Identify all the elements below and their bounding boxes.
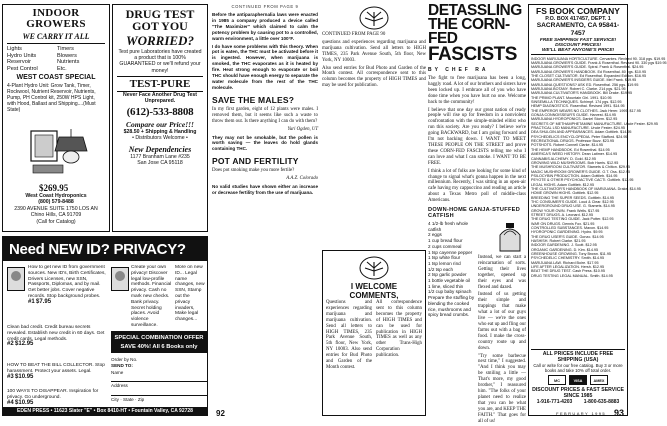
need-id-mid-text: Create your own privacy! Discover legal low-profile methods. Financial privacy. Cash no mark new checks. Bank privacy. Secret holding places. Avoid violence surveillance. [131,265,172,328]
book-list-item: RECREATIONAL DRUGS. Professor Buzz. $23.95 [531,139,614,144]
feature-paragraph: "Try some barbecue next time," I suggested. "And I think you may be smiling a little — That's more, my good brother," I reassured him. "The folks of your planet need to realize that you can be what you are, and KEEP THE FAITH." That goes for all of us! [478,353,526,424]
need-id-item-num: #2 [7,341,14,348]
need-id-item-num: #4 [7,399,14,406]
book-list-item: BEAT THE DRUG TEST. Cash Press. $10.95 [531,269,605,274]
section-heading: POT AND FERTILITY [212,156,299,167]
drug-test-phone: (612)-533-8808 [126,106,194,119]
article-paragraph: Before the antiparaphernalia laws were enacted in 1985 a company produced a device called "The Maximizer" which claimed to calm the potency problem by causing pot to a controlled, warm environment, a little over 100°F. [212,12,318,41]
recipe-item: 2 tsp garlic powder [428,272,467,278]
need-id-item-price: $10.95 [15,373,34,380]
book-list-item: ORGANIC GARDENING. D. Kim. $14.95 [531,247,599,252]
send-to-label: SEND TO: [111,363,133,369]
recipe-item: 4 1/2-lb fresh whole catfish [428,221,469,232]
leaf-logo-icon [359,6,389,30]
indoor-item: Hydro Units [7,52,37,59]
need-id-item [7,389,106,406]
indoor-item: Pest Control [7,65,38,72]
article-paragraph: Does pot smoking make you more fertile? [212,168,295,174]
article-paragraph: Also send entries for Bud Photo and Garden of the Month contest. All correspondence sent to this column becomes the property of HIGH TIMES and may be used for publication. [322,65,426,89]
article-column-2 [322,4,426,416]
book-list-item: THE EMPEROR WEARS NO CLOTHES. Jack Herer. 1995. $17.95 [531,108,641,113]
visa-icon: VISA [569,375,587,385]
indoor-item: Timers [57,46,74,52]
indoor-store-heading: WEST COAST SPECIAL [16,74,96,82]
need-id-banner: Need NEW ID? PRIVACY? [3,237,207,261]
eden-press-footer: EDEN PRESS • 11623 Slater "E" • Box 8410-HT • Fountain Valley, CA 92728 [3,407,207,415]
recipe-item: 1 tsp cayenne pepper [428,249,473,255]
book-list-item: MARIJUANA LAW. Richard Boire. $17.95 [531,260,599,265]
order-label: Order by No. [111,357,138,362]
need-id-item-text: 100 WAYS TO DISAPPEAR. Inspiration for privacy. Go underground. [7,389,99,400]
recipe-item: 1 tsp lemon rind [428,260,461,266]
need-id-item-text: HOW TO BEAT THE BILL COLLECTOR. Stop harassment. Protect your assets. Legal. [7,363,105,374]
book-list [531,56,667,279]
article-paragraph: No valid studies have shown either an increase or decrease fertility from the use of marijuana. [212,184,318,196]
special-offer-price: SAVE 40%! All 6 Books only $49.95 [120,344,198,359]
book-list-item: HOME GROWN HIGHS. Gottlieb. $12.95 [531,191,599,196]
indoor-address: 2390 AVENUE SUITE 1750 LOS AN Chino Hills, CA 91709 [14,205,98,219]
feature-column [428,2,526,424]
indoor-item: Nutrients [57,59,80,66]
need-id-item-price: $10.95 [15,399,34,406]
fs-book-tagline [531,38,625,55]
article-paragraph: In my first garden, eight of 12 plants were males. I removed them, but it seems like such a waste to throw them out. Is there anything I can do with them? [212,106,318,124]
indoor-call: (Call for Catalog) [36,218,76,225]
recipe-item: 2 eggs [428,232,442,238]
book-list-item: HEMP DIAGNOSTICS. Rosenthal. Revised 1991. $14.95 [531,104,625,109]
book-list-item: POTSHOTS. Robert Connell Clarke. $14.95 [531,143,603,148]
drug-test-tagline: Never Face Another Drug Test Unprepared. [122,91,198,105]
recipe-item: 1/2 tsp each [428,266,454,272]
id-card-icon [7,267,25,291]
recipe-item: Prepare the stuffing by blending the cooked rice, mushrooms and spicy bread crumbs. [428,295,475,318]
book-list-item: SINSEMILLA TECHNIQUES. Schimpf. 174 pgs. $12.95 [531,100,622,105]
book-list-item: AMERICA'S WEED HISTORY. Dean Latimer. $14.95 [531,152,618,157]
fs-phone-1: 1-916-771-4203 [536,399,573,405]
mastercard-icon: MC [548,375,566,385]
fs-phones [531,399,625,405]
feature-paragraph: I think a lot of folks are looking for some kind of change to signal what's gonna happen in the next millennium. Recently, I was sitting in an open-air cafe having my cappuccino and reading an article about a Texas Metro poll of middle-class Americans. [428,168,526,204]
fs-book-tagline-2: WE'LL BEAT ANYONE'S PRICE! [541,47,615,53]
book-list-item: HASHISH. Robert Clarke. $21.95 [531,239,586,244]
city-text: City [111,396,119,402]
book-list-item: MARIJUANA HYDROPONICS. Daniel Storm. $12.95 [531,117,618,122]
need-id-item-num: #3 [7,373,14,380]
article-paragraph: I do have some problems with this theory. When pot is eaten, the THC must be activated before it is ingested. However, when marijuana is smoked, the THC evaporates as it is heated by fire. Heat strong enough to evaporate or boil THC should have enough energy to separate the water molecule from the rest of the THC molecule. [212,43,318,90]
indoor-item: Etc. [57,65,67,72]
grow-light-icon [27,127,89,177]
recipe-item: 1 cup bread flour [428,238,463,244]
indoor-item: Lights [7,46,22,52]
recipe-item: 1/2 cup baby spinach [428,289,472,295]
state-text: State [123,396,134,402]
recipe-item: 1 bottle vegetable oil [428,278,471,284]
need-id-item [7,325,106,348]
feature-byline: BY CHEF RA [428,67,489,73]
recipe-and-text [428,221,526,426]
page-number-left: 92 [216,409,225,418]
article-paragraph: CONTINUED FROM PAGE 90 [322,32,386,37]
test-pure-product: TEST-PURE [117,76,203,92]
need-id-item [28,265,106,306]
book-list-item: THE MUSHROOM CULTIVATOR. Stamets & Chilton. $29.95 [531,165,631,170]
indoor-ad-title: INDOOR GROWERS [26,7,86,30]
book-list-item: THE PRIMO PLANT. Mountain Girl. 1991. $10.95 [531,95,612,100]
book-list-item: THE DRUG TESTING GUIDE. Jack Potter. $12.95 [531,217,614,222]
fs-book-tagline-1: FREE SHIPPING! FAST SERVICE! DISCOUNT PRICES! [539,37,617,48]
book-list-item: HYDROPONIC GARDENING. Hydro. $9.95 [531,230,603,235]
need-id-right-text: More on new ID... Legal name changes, new SSN, Stamp out the privacy invaders, Make legal changes... [175,265,205,323]
book-list-item: PSILOCYBIN PRODUCTION. Adam Gottlieb. $14.95 [531,173,618,178]
book-list-item: CONTROLLED SUBSTANCES. Maxon. $14.95 [531,226,609,230]
fs-book-company-ad [528,4,667,416]
book-list-item: CANNABIS ALCHEMY. D. Gold. $12.95 [531,156,596,161]
drug-test-addr2: San Jose CA 95118 [137,159,183,166]
drug-test-distributors: • Distributors Welcome • [132,135,188,142]
book-list-item: UNDERGROUND DRUG USE. G. Stamets. $14.95 [531,204,615,209]
chef-kettle-icon [494,221,526,255]
book-list-item: PSYCHEDELICS ENCYCLOPEDIA. Peter Stafford. $24.95 [531,134,628,139]
drug-test-title: DRUG TEST GOT YOU [125,7,195,33]
need-id-item-num: #1 [28,298,35,305]
address-label: Address [111,383,128,389]
article-paragraph: questions and experiences regarding marijuana and marijuana cultivation. Send all letters to HIGH TIMES, 235 Park Avenue South, 5th floor, New York, NY 10003. [322,39,426,63]
book-list-item: DEA SHULGIN AND APPEARANCES. Adam Gottlieb. $14.95 [531,130,632,135]
book-list-item: GREENHOUSE GROWING. Tony Brown. $11.95 [531,252,611,257]
book-list-item: SECRETS OF METHAMPHETAMINE MANUFACTURE. Uncle Fester. $29.95 [531,121,658,126]
classified-column-mid [112,4,208,416]
fs-discount: Call or write for our free catalog. Buy 3 or more books and take 10% off total order. [533,363,623,373]
book-list-item: MARIJUANA GROWER'S INSIDERS GUIDE. Mel Frank. $19.95 [531,78,637,83]
section-heading: SAVE THE MALES? [212,94,295,105]
drug-test-intro: Test pure Laboratories have created a product that is 100% GUARANTEED or we'll refund your money! [118,49,202,74]
fs-book-city: SACRAMENTO, CA 95841-7457 [536,22,620,37]
book-list-item: WAR ON DRUGS. Dennis Fox. $21.95 [531,221,595,226]
welcome-heading: I WELCOME COMMENTS, [349,282,399,300]
zip-text: Zip [137,396,145,402]
book-list-item: INDOOR MARIJUANA HORTICULTURE. Cervantes. Revised 90. 318 pgs. $19.95 [531,56,666,61]
article-paragraph: They may not be smokable, but the pollen is worth saving — the leaves do hold glands containing THC. [212,134,318,152]
book-list-item: LIFE AFTER LEGALIZATION. Hersh. $12.95 [531,265,605,270]
book-list-item: DRUG TESTING LEGAL MANUAL. Smith. $14.95 [531,273,613,278]
book-list-item: MAGIC MUSHROOM GROWER'S GUIDE. O.T. Oss. $12.95 [531,169,631,174]
special-offer-title: SPECIAL COMBINATION OFFER [114,335,204,341]
indoor-store-name: West Coast Hydroponics [25,193,87,199]
feature-right [478,221,526,426]
need-id-item-price: $7.95 [36,298,52,305]
recipe-item: 1 tsp white flour [428,255,461,261]
leaf-logo-icon [359,256,389,280]
indoor-items [7,46,105,72]
fs-phone-2: 1-800-635-8883 [583,399,620,405]
indoor-growers-ad [2,4,110,232]
fs-all-prices: ALL PRICES INCLUDE FREE SHIPPING (USA) [542,351,614,363]
book-list-item: PEYOTE & OTHER PSYCHOACTIVE CACTI. Gottlieb. $12.95 [531,178,634,183]
recipe-heading: DOWN-HOME GANJA-STUFFED CATFISH [428,207,521,220]
indoor-phone: (800) 579-8488 [38,199,74,206]
article-column-1 [212,4,318,416]
welcome-body-right: All correspondence sent to this column becomes the property of HIGH TIMES and can be used for publication in HIGH TIMES as well as any other Trans-High Corporation publication. [376,300,422,359]
recipe-item: 2 cups commeal [428,243,462,249]
indoor-item: Blowers [57,52,77,59]
indoor-ad-subtitle: WE CARRY IT ALL [7,32,105,44]
issue-date: FEBRUARY 1995 [556,411,606,416]
feature-paragraph: Instead, we can start a reincarnation of sorts. Getting their lives together, opened up their eyes and was flexed and dazed. [478,255,526,290]
need-id-item [7,363,106,380]
book-list-item: THC CONSUMER'S GUIDE. Loud & Clear. $12.95 [531,199,614,204]
book-list-item: GROW YOUR OWN. Frank Wells. $17.95 [531,208,600,213]
feature-headline-1: DETASSLING [428,2,522,19]
welcome-body-left: Questions and experiences regarding marijuana and marijuana cultivation. Send all letters to HIGH TIMES, 235 Park Avenue South, 5th floor, New York, NY 10003. Also send entries for Bud Photo and Garden of the Month contest. [326,300,372,370]
indoor-ad-body: 4-Plant Hydro Unit: Grow Tank, Timer, Rockwool, Nutrient Reservoir, Nutrients, Pump, PH Control kit, 250W HPS Light, with Hood, Ballast and Shipping....(Must State) [7,83,96,114]
book-list-item: MARIJUANA BOTANY. Robert C. Clarke. 214 pgs. $21.95 [531,87,626,91]
book-list-item: MARIJUANA GROWER'S GUIDE. Frank & Rosenthal. Revised 90. 330 pgs $19.95 [531,60,667,65]
welcome-comments-box [322,250,426,416]
feature-headline-3: FASCISTS [428,44,517,65]
drug-test-deps: New Dependencies [128,144,192,154]
letter-signature: A.A.Z. Colorado [286,176,318,182]
need-id-item-text: How to get new ID from government sources. New ID's, Birth Certificates, Drivers Licenses, new SSN, Passports, Diplomas, and by mail. Get better jobs. Cover negative records. Stop background probes. [28,265,106,299]
name-label: Name [111,369,124,375]
book-list-item: THE CLOSET CULTIVATOR. Ed Rosenthal. Expanded Edition. $16.95 [531,73,647,78]
book-list-item: STREET DRUGS. A. Leonard. $12.95 [531,212,594,217]
indoor-item: Reservoir [7,59,31,66]
book-list-item: MARIJUANA QUESTIONS? ASK ED. Rosenthal. 256 pgs. $19.95 [531,82,639,87]
book-list-item: THE HEMP HANDBOOK. Ed Rosenthal. $14.95 [531,147,610,152]
book-list-item: PRACTICAL LSD MANUFACTURE. Uncle Fester. $24.95 [531,126,625,131]
book-list-item: MARIJUANA GROWER'S HANDBOOK. Ed Rosenthal. 80 pgs. $10.95 [531,69,647,74]
running-head: CONTINUED FROM PAGE 9 [231,4,299,9]
book-list-item: GROWING WILD MUSHROOMS. Bob Harris. $12.95 [531,160,619,165]
recipe-item: 1 lime, sliced thin [428,283,464,289]
book-list-item: LEGAL HIGHS. Adam Gottlieb. $12.95 [531,182,594,187]
fs-phone-label: DISCOUNT PRICES & FAST SERVICE SINCE 1985 [532,387,624,399]
fs-book-address: P.O. BOX 417457, DEPT. 1 [545,16,611,22]
book-list-item: PSYCHEDELIC CHEMISTRY. Smith. $14.95 [531,256,605,261]
feature-headline-2: THE CORN-FED [428,16,510,47]
need-id-item-text: Clean bad credit. Credit bureau secrets revealed. Establish new credit in 60 days. Get credit cards. Legal methods. [7,325,105,342]
need-id-item-price: $12.95 [15,341,34,348]
book-list-item: INDOOR GARDENING. J. Scott. $12.95 [531,243,597,248]
payment-cards [531,375,625,385]
drug-test-ad [112,4,208,232]
drug-test-price: $28.50 + Shipping & Handling [123,129,197,136]
city-label: City · State · Zip [111,396,145,402]
feature-paragraph: The fight to free marijuana has been a long, haggly road. A lot of our brothers and sisters have been locked up. I embrace all of you who have done time when you have hurt no one. Welcome back to the community! [428,76,526,105]
indoor-ad-footer [7,193,105,225]
feature-paragraph: Instead of us getting their simple and trappings that make what a lot of our guys live — we're the ones who eat up and fling our farms out with a bag of food. I make the cross-country route up and down. [478,292,526,351]
recipe-list [428,221,476,426]
book-list-item: MARIJUANA CULTIVATOR'S HANDBOOK. Bill Drake. $19.95 [531,91,633,96]
book-list-item: THE DRUG USER'S GUIDE. Gonzo. $14.95 [531,234,604,239]
page-number-right: 93 [613,408,624,418]
book-list-item: BREEDING THE SUPER SEEDS. Gottlieb. $14.95 [531,195,614,200]
indoor-ad-price: $269.95 [39,183,69,193]
fs-book-footer [531,349,625,413]
drug-test-compare: Compare our Price!!! [126,120,194,130]
drug-test-addr1: 1177 Branham Lane #235 [130,153,190,160]
book-list-item: GONJA CONNOISSEUR'S GUIDE. Harvest. $14.95 [531,113,616,118]
welcome-body [326,300,422,373]
book-list-item: MARIJUANA GROWER'S GUIDE. Spiral. Frank & Rosenthal. $24.95 [531,65,644,70]
book-list-item: THE CULTIVATOR'S HANDBOOK OF MARIJUANA. Drake. $14.95 [531,186,641,191]
drug-test-worried: WORRIED? [126,33,194,48]
letter-signature: Yuri Ogden, UT [287,126,318,132]
amex-icon: AMEX [590,375,608,385]
feature-paragraph: I believe that one day our great nation of ready people will rise up for freedom in a nonviolent confrontation with the simple-minded elitist who run this society. Are you ready? I believe we're going BACKWARD, but I am going forward and I'm not backing down. I WANT TO MEET THESE PEOPLE ON THE STREET and prove these CORN-FED FASCISTS telling me who I can love and what I can smoke. I WANT TO BE FREE. [428,107,526,166]
fs-book-title: FS BOOK COMPANY [536,6,620,16]
